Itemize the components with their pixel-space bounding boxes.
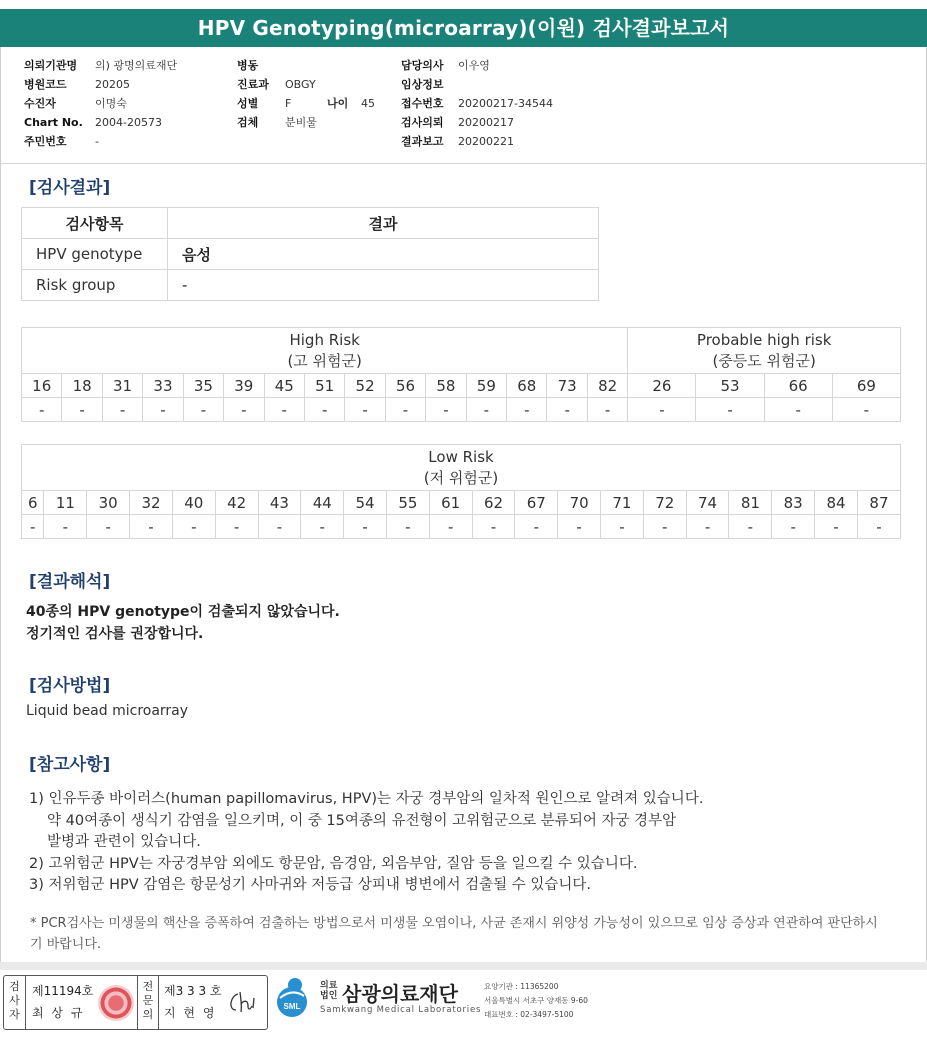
info-label: 접수번호 [401,97,444,110]
reference-item: 3) 저위험군 HPV 감염은 항문성기 사마귀와 저등급 상피내 병변에서 검출될 수 있습니다. [29,877,591,893]
genotype-cell: 82 [587,374,627,398]
genotype-result-cell: - [764,398,832,422]
info-label: 주민번호 [24,135,67,148]
genotype-cell: 59 [466,374,506,398]
genotype-result-cell: - [22,515,44,539]
result-header-item: 검사항목 [22,208,168,239]
genotype-result-cell: - [130,515,173,539]
genotype-cell: 55 [386,491,429,515]
genotype-cell: 56 [385,374,425,398]
group-label: Low Risk [428,447,494,466]
genotype-cell: 32 [130,491,173,515]
genotype-result-cell: - [628,398,696,422]
group-label: (중등도 위험군) [712,351,816,370]
section-title-interpretation: [결과해석] [29,572,111,592]
info-value: 의) 광명의료재단 [95,59,178,72]
genotype-result-cell: - [172,515,215,539]
patient-info-col3 [401,56,553,151]
institution-contact [484,980,588,1022]
genotype-cell: 43 [258,491,301,515]
genotype-result-cell: - [386,515,429,539]
genotype-cell: 83 [772,491,815,515]
section-title-reference: [참고사항] [29,755,111,775]
genotype-result-cell: - [857,515,900,539]
genotype-cell: 51 [304,374,344,398]
interpretation-text [26,601,340,645]
genotype-cell: 68 [507,374,547,398]
genotype-cell: 53 [696,374,764,398]
result-item: HPV genotype [22,239,168,270]
group-label: High Risk [289,330,360,349]
low-risk-table [21,444,901,539]
genotype-cell: 52 [345,374,385,398]
age-value: 45 [361,97,375,110]
info-label: 성별 [237,97,259,110]
genotype-result-cell: - [258,515,301,539]
interpretation-line: 정기적인 검사를 권장합니다. [26,626,204,642]
specialist-name: 지 현 영 [164,1006,217,1020]
info-value: 분비물 [285,116,317,129]
institution-address: 서울특별시 서초구 양재동 9-60 [484,996,588,1005]
info-value: OBGY [285,78,316,91]
genotype-result-cell: - [264,398,304,422]
info-value: 20205 [95,78,130,91]
info-value: - [95,135,99,148]
genotype-result-cell: - [601,515,644,539]
result-table [21,207,599,301]
genotype-cell: 30 [87,491,130,515]
section-title-result: [검사결과] [29,178,111,198]
genotype-result-cell: - [466,398,506,422]
info-value: 20200217 [458,116,514,129]
genotype-result-cell: - [772,515,815,539]
genotype-cell: 70 [558,491,601,515]
high-risk-group-header [22,328,628,374]
reference-list [29,789,703,897]
genotype-result-cell: - [643,515,686,539]
result-value: - [168,270,599,301]
genotype-result-cell: - [301,515,344,539]
genotype-result-cell: - [832,398,900,422]
specialist-license: 제3 3 3 호 [164,984,222,998]
genotype-result-cell: - [815,515,858,539]
table-row [22,270,599,301]
info-label: 병동 [237,59,259,72]
high-risk-table [21,327,901,422]
info-label: 임상정보 [401,78,444,91]
genotype-cell: 54 [344,491,387,515]
info-value: 20200217-34544 [458,97,553,110]
genotype-result-cell: - [344,515,387,539]
genotype-cell: 44 [301,491,344,515]
interpretation-line: 40종의 HPV genotype이 검출되지 않았습니다. [26,604,340,620]
info-label: 검사의뢰 [401,116,444,129]
signature [226,988,262,1018]
examiner-license: 제11194호 [32,984,94,998]
group-label: (저 위험군) [423,468,499,487]
genotype-cell: 67 [515,491,558,515]
examiner-name: 최 상 규 [32,1006,85,1020]
result-item: Risk group [22,270,168,301]
genotype-result-cell: - [696,398,764,422]
institution-name: 삼광의료재단 [342,982,458,1006]
genotype-result-cell: - [345,398,385,422]
logo-badge-text: SML [283,1002,301,1011]
genotype-result-cell: - [22,398,62,422]
genotype-result-row [22,515,901,539]
genotype-cell: 18 [62,374,102,398]
genotype-cell: 16 [22,374,62,398]
genotype-result-cell: - [507,398,547,422]
info-label: 담당의사 [401,59,444,72]
reference-item: 2) 고위험군 HPV는 자궁경부암 외에도 항문암, 음경암, 외음부암, 질암 등을 일으킬 수 있습니다. [29,855,638,872]
genotype-cell: 69 [832,374,900,398]
pcr-note: * PCR검사는 미생물의 핵산을 증폭하여 검출하는 방법으로서 미생물 오염이나, 사균 존재시 위양성 가능성이 있으므로 임상 증상과 연관하여 판단하시기 바랍니다. [30,916,878,952]
genotype-cell: 6 [22,491,44,515]
genotype-row [22,491,901,515]
genotype-cell: 33 [143,374,183,398]
info-label: Chart No. [24,116,83,129]
header-divider [0,163,927,164]
method-text: Liquid bead microarray [26,703,189,719]
info-label: 진료과 [237,78,269,91]
genotype-cell: 84 [815,491,858,515]
info-label: 수진자 [24,97,56,110]
genotype-result-cell: - [558,515,601,539]
probable-high-risk-group-header [628,328,901,374]
info-value: F [285,97,292,110]
genotype-result-cell: - [686,515,729,539]
patient-info-col1 [24,56,177,151]
genotype-cell: 45 [264,374,304,398]
genotype-result-cell: - [304,398,344,422]
result-value: 음성 [168,239,599,270]
signature-box [3,975,268,1030]
reference-item-continued: 약 40여종이 생식기 감염을 일으키며, 이 중 15여종의 유전형이 고위험군으로 분류되어 자궁 경부암 [47,812,677,829]
genotype-result-cell: - [587,398,627,422]
genotype-cell: 74 [686,491,729,515]
genotype-cell: 31 [102,374,142,398]
genotype-cell: 61 [429,491,472,515]
genotype-row [22,374,901,398]
info-value: 2004-20573 [95,116,162,129]
genotype-result-cell: - [547,398,587,422]
genotype-cell: 81 [729,491,772,515]
patient-info-col2 [237,56,317,132]
genotype-result-cell: - [385,398,425,422]
genotype-result-cell: - [62,398,102,422]
genotype-cell: 26 [628,374,696,398]
genotype-cell: 35 [183,374,223,398]
group-label: Probable high risk [696,330,832,349]
genotype-cell: 40 [172,491,215,515]
genotype-result-row [22,398,901,422]
table-row [22,239,599,270]
genotype-cell: 73 [547,374,587,398]
info-label: 병원코드 [24,78,67,91]
info-label: 의뢰기관명 [24,59,78,72]
genotype-result-cell: - [515,515,558,539]
genotype-result-cell: - [215,515,258,539]
age-label: 나이 [327,97,349,110]
genotype-result-cell: - [429,515,472,539]
genotype-result-cell: - [87,515,130,539]
info-value: 이우영 [458,59,490,72]
genotype-result-cell: - [426,398,466,422]
genotype-result-cell: - [183,398,223,422]
seal-stamp [98,985,134,1021]
genotype-result-cell: - [44,515,87,539]
genotype-cell: 58 [426,374,466,398]
institution-phone: 대표번호 : 02-3497-5100 [484,1010,574,1019]
institution-code: 요양기관 : 11365200 [484,982,559,991]
genotype-cell: 71 [601,491,644,515]
reference-item: 1) 인유두종 바이러스(human papillomavirus, HPV)는 자궁 경부암의 일차적 원인으로 알려져 있습니다. [29,791,704,807]
genotype-cell: 39 [224,374,264,398]
info-label: 검체 [237,116,259,129]
genotype-cell: 72 [643,491,686,515]
institution-name-en: Samkwang Medical Laboratories [320,1005,482,1015]
examiner-vertical-label: 검사자 [4,976,26,1029]
genotype-cell: 11 [44,491,87,515]
genotype-cell: 42 [215,491,258,515]
genotype-result-cell: - [472,515,515,539]
report-title: HPV Genotyping(microarray)(이원) 검사결과보고서 [0,9,927,47]
genotype-cell: 66 [764,374,832,398]
low-risk-group-header [22,445,901,491]
section-title-method: [검사방법] [29,676,111,696]
reference-item-continued: 발병과 관련이 있습니다. [47,834,201,850]
info-value: 20200221 [458,135,514,148]
page-bottom-band [0,962,927,970]
genotype-result-cell: - [143,398,183,422]
sml-logo-icon [270,976,314,1022]
info-value: 이명숙 [95,97,127,110]
genotype-result-cell: - [224,398,264,422]
specialist-vertical-label: 전문의 [137,976,159,1029]
genotype-result-cell: - [102,398,142,422]
result-header-result: 결과 [168,208,599,239]
genotype-cell: 62 [472,491,515,515]
logo-prefix: 의료법인 [320,981,338,1001]
group-label: (고 위험군) [287,351,362,370]
info-label: 결과보고 [401,135,444,148]
genotype-cell: 87 [857,491,900,515]
genotype-result-cell: - [729,515,772,539]
